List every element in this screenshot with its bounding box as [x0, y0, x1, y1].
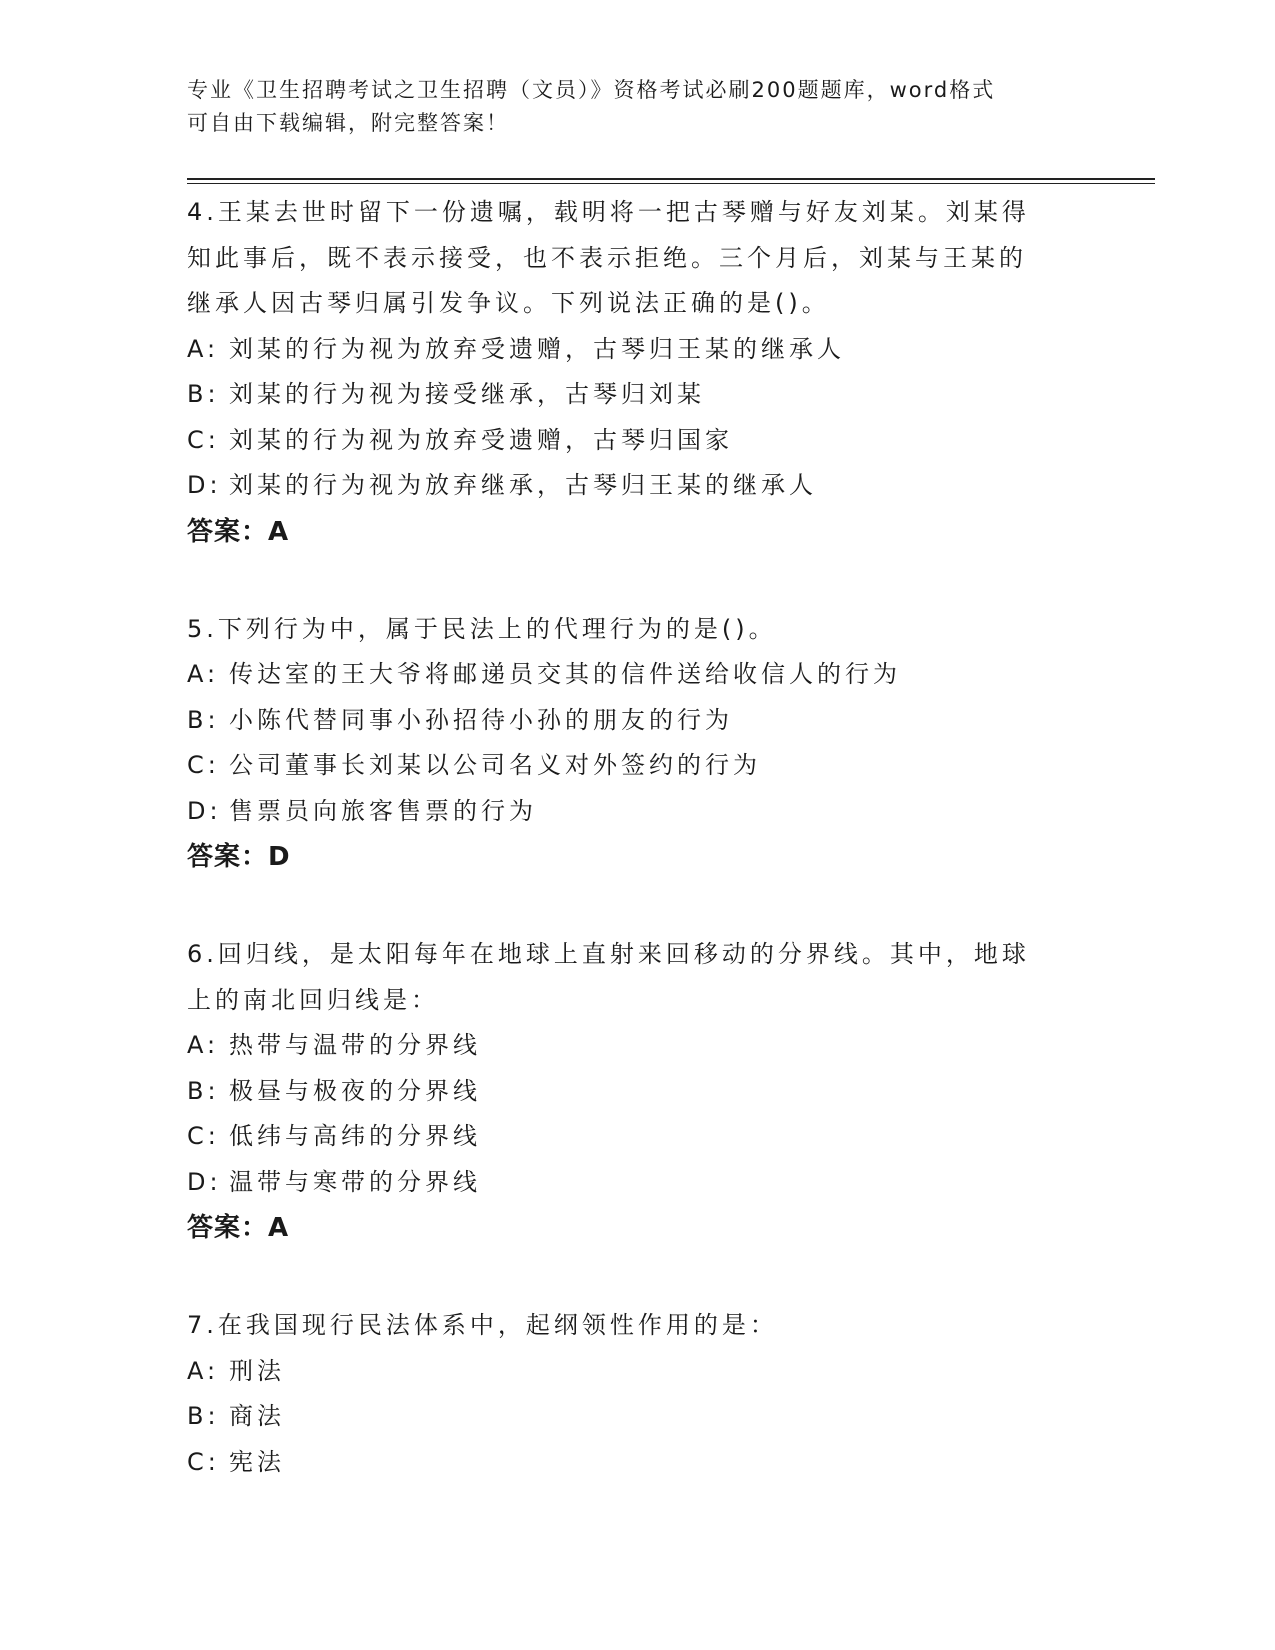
- option-key: B:: [187, 1402, 220, 1430]
- question-7: [187, 1303, 1087, 1485]
- option-c: [187, 1440, 1087, 1486]
- header-rule-thin: [187, 183, 1155, 184]
- option-text: 刘某的行为视为放弃受遗赠，古琴归王某的继承人: [229, 334, 845, 363]
- option-key: B:: [187, 380, 220, 408]
- answer-line: 答案：D: [187, 842, 291, 872]
- option-b: [187, 698, 1087, 744]
- header-rule-thick: [187, 178, 1155, 180]
- option-text: 售票员向旅客售票的行为: [229, 796, 537, 825]
- question-4: [187, 190, 1087, 555]
- option-text: 刘某的行为视为放弃继承，古琴归王某的继承人: [229, 471, 817, 499]
- question-stem-line: 继承人因古琴归属引发争议。下列说法正确的是()。: [187, 289, 830, 317]
- option-text: 极昼与极夜的分界线: [229, 1076, 481, 1105]
- option-key: B:: [187, 1076, 220, 1105]
- option-text: 宪法: [229, 1447, 285, 1476]
- option-text: 商法: [229, 1402, 285, 1430]
- option-text: 刘某的行为视为放弃受遗赠，古琴归国家: [229, 425, 733, 454]
- document-header: [187, 74, 1087, 140]
- option-d: [187, 789, 1087, 835]
- option-key: A:: [187, 1356, 220, 1385]
- answer-line: 答案：A: [187, 516, 290, 547]
- question-stem-line: 6.回归线，是太阳每年在地球上直射来回移动的分界线。其中，地球: [187, 940, 1030, 968]
- option-key: A:: [187, 1031, 220, 1059]
- question-stem-line: 上的南北回归线是：: [187, 985, 439, 1014]
- option-d: [187, 1160, 1087, 1206]
- question-list: [187, 190, 1087, 1537]
- option-text: 低纬与高纬的分界线: [229, 1122, 481, 1150]
- option-b: [187, 372, 1087, 418]
- option-key: B:: [187, 705, 220, 734]
- option-key: A:: [187, 334, 220, 363]
- option-key: C:: [187, 1447, 220, 1476]
- option-text: 热带与温带的分界线: [229, 1031, 481, 1059]
- option-b: [187, 1394, 1087, 1440]
- header-line-1: 专业《卫生招聘考试之卫生招聘（文员）》资格考试必刷200题题库，word格式: [187, 78, 996, 102]
- option-c: [187, 1114, 1087, 1160]
- option-c: [187, 743, 1087, 789]
- option-b: [187, 1069, 1087, 1115]
- option-key: D:: [187, 796, 222, 825]
- question-stem-line: 4.王某去世时留下一份遗嘱，载明将一把古琴赠与好友刘某。刘某得: [187, 198, 1030, 226]
- option-key: D:: [187, 1167, 222, 1196]
- option-text: 刘某的行为视为接受继承，古琴归刘某: [229, 380, 705, 408]
- option-text: 公司董事长刘某以公司名义对外签约的行为: [229, 751, 761, 779]
- option-text: 小陈代替同事小孙招待小孙的朋友的行为: [229, 705, 733, 734]
- option-key: A:: [187, 660, 220, 688]
- question-stem-line: 知此事后，既不表示接受，也不表示拒绝。三个月后，刘某与王某的: [187, 243, 1027, 272]
- option-text: 温带与寒带的分界线: [229, 1167, 481, 1196]
- question-stem-line: 7.在我国现行民法体系中，起纲领性作用的是：: [187, 1311, 778, 1339]
- option-key: D:: [187, 471, 222, 499]
- option-key: C:: [187, 1122, 220, 1150]
- option-key: C:: [187, 425, 220, 454]
- question-5: [187, 607, 1087, 881]
- option-a: [187, 652, 1087, 698]
- option-text: 传达室的王大爷将邮递员交其的信件送给收信人的行为: [229, 660, 901, 688]
- option-text: 刑法: [229, 1356, 285, 1385]
- question-stem-line: 5.下列行为中，属于民法上的代理行为的是()。: [187, 614, 777, 643]
- option-a: [187, 1349, 1087, 1395]
- answer-line: 答案：A: [187, 1213, 290, 1243]
- option-c: [187, 418, 1087, 464]
- option-a: [187, 327, 1087, 373]
- option-a: [187, 1023, 1087, 1069]
- question-6: [187, 932, 1087, 1251]
- header-line-2: 可自由下载编辑，附完整答案！: [187, 111, 509, 135]
- option-key: C:: [187, 751, 220, 779]
- option-d: [187, 463, 1087, 509]
